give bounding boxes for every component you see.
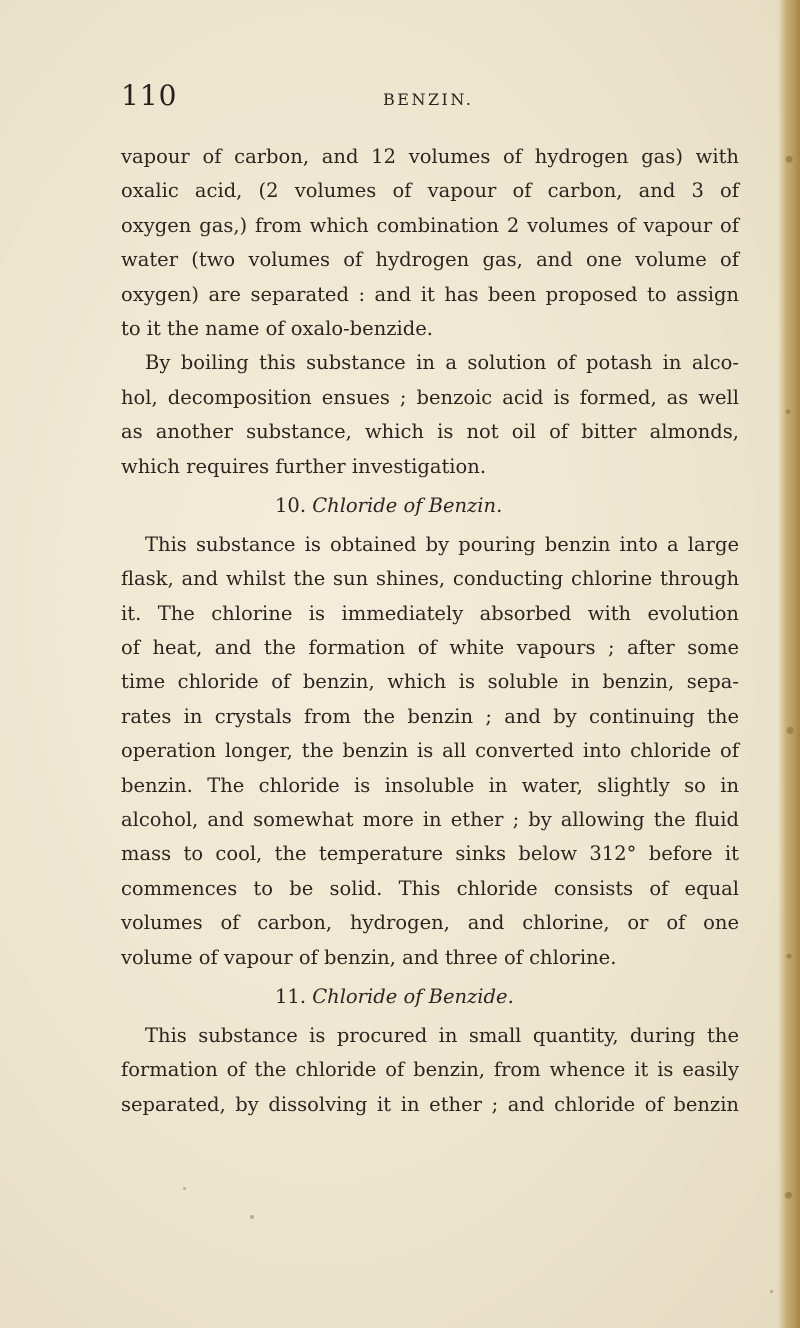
section-heading-11: [121, 977, 739, 1017]
section-number: 10.: [275, 493, 307, 517]
text-line: hol, decomposition ensues ; benzoic acid is formed, as well: [121, 385, 739, 409]
page-header: [121, 78, 741, 118]
page-number: 110: [121, 79, 178, 112]
section-10-body: [121, 528, 739, 975]
text-line: operation longer, the benzin is all converted into chloride of: [121, 739, 739, 763]
text-line: separated, by dissolving it in ether ; and chloride of benzin: [121, 1092, 739, 1116]
text-line: as another substance, which is not oil of bitter almonds,: [121, 420, 739, 444]
text-line: oxalic acid, (2 volumes of vapour of carbon, and 3 of: [121, 179, 739, 203]
paragraph-1: [121, 140, 739, 346]
paragraph-2: [121, 346, 739, 484]
text-line: oxygen gas,) from which combination 2 volumes of vapour of: [121, 213, 739, 237]
text-line: volume of vapour of benzin, and three of chlorine.: [121, 945, 617, 969]
text-line: volumes of carbon, hydrogen, and chlorine, or of one: [121, 911, 739, 935]
text-line: water (two volumes of hydrogen gas, and one volume of: [121, 248, 739, 272]
text-line: to it the name of oxalo-benzide.: [121, 316, 433, 340]
section-title: Chloride of Benzin.: [312, 493, 503, 517]
text-line: This substance is procured in small quantity, during the: [145, 1023, 739, 1047]
paper-speck: [250, 1215, 254, 1219]
text-line: oxygen) are separated : and it has been proposed to assign: [121, 282, 739, 306]
text-line: vapour of carbon, and 12 volumes of hydrogen gas) with: [121, 145, 739, 168]
text-line: flask, and whilst the sun shines, conducting chlorine through: [121, 567, 739, 591]
text-line: which requires further investigation.: [121, 454, 487, 478]
text-line: By boiling this substance in a solution of potash in alco-: [145, 351, 739, 375]
text-line: rates in crystals from the benzin ; and by continuing the: [121, 704, 739, 728]
text-line: it. The chlorine is immediately absorbed with evolution: [121, 601, 739, 625]
paper-speck: [770, 1290, 773, 1293]
text-line: of heat, and the formation of white vapours ; after some: [121, 636, 739, 660]
section-number: 11.: [275, 984, 307, 1008]
section-title: Chloride of Benzide.: [312, 984, 514, 1008]
paper-speck: [183, 1187, 186, 1190]
text-line: formation of the chloride of benzin, from whence it is easily: [121, 1058, 739, 1082]
text-line: commences to be solid. This chloride consists of equal: [121, 876, 739, 900]
text-line: alcohol, and somewhat more in ether ; by allowing the fluid: [121, 808, 739, 832]
text-line: time chloride of benzin, which is soluble in benzin, sepa-: [121, 670, 739, 694]
body-text: [121, 140, 739, 1122]
text-line: mass to cool, the temperature sinks below 312° before it: [121, 842, 739, 866]
section-heading-10: [121, 486, 739, 526]
running-head: BENZIN.: [383, 90, 474, 109]
page-edge-stains: [784, 0, 794, 1328]
section-11-body: [121, 1019, 739, 1122]
text-line: benzin. The chloride is insoluble in water, slightly so in: [121, 773, 739, 797]
text-line: This substance is obtained by pouring benzin into a large: [145, 532, 739, 556]
